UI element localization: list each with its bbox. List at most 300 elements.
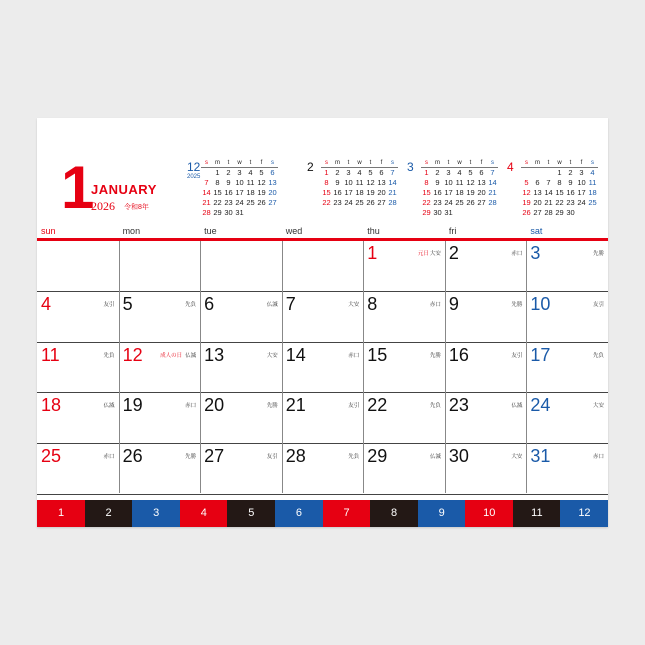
- rokuyo-label: 赤口: [429, 301, 441, 308]
- mini-day: 6: [379, 168, 384, 177]
- day-cell: [200, 343, 282, 394]
- mini-day: 23: [566, 198, 575, 207]
- holiday-label: 成人の日: [160, 352, 183, 359]
- mini-weekday: s: [271, 160, 274, 166]
- mini-day: 12: [522, 188, 531, 197]
- era-label: 令和8年: [124, 204, 149, 211]
- mini-day: 10: [344, 178, 353, 187]
- mini-day: 19: [466, 188, 475, 197]
- month-strip-item-10: 10: [465, 500, 513, 527]
- mini-weekday: f: [380, 160, 383, 166]
- mini-day: 14: [488, 178, 497, 187]
- mini-day: 10: [577, 178, 586, 187]
- rokuyo-label: 先勝: [185, 454, 197, 461]
- grid-row-line: [37, 494, 608, 495]
- day-cell: [363, 393, 445, 444]
- day-number: 1: [367, 243, 378, 263]
- mini-day: 15: [322, 188, 331, 197]
- mini-calendar-grid: [521, 158, 598, 218]
- rokuyo-label: 大安: [592, 403, 604, 410]
- rokuyo-label: 先負: [185, 301, 197, 308]
- day-cell: [363, 343, 445, 394]
- mini-weekday: t: [347, 160, 350, 166]
- grid-row-line: [37, 291, 608, 292]
- mini-day: 7: [546, 178, 551, 187]
- day-cell: [282, 343, 364, 394]
- mini-day: 28: [202, 208, 211, 217]
- mini-day: 25: [588, 198, 597, 207]
- mini-day: [587, 208, 598, 218]
- mini-day: 13: [533, 188, 542, 197]
- day-number: 30: [448, 446, 469, 467]
- mini-day: 2: [568, 168, 573, 177]
- rokuyo-label: 先勝: [592, 251, 604, 257]
- month-name: JANUARY: [91, 182, 157, 197]
- mini-day: 27: [377, 198, 386, 207]
- mini-calendar-grid: [321, 158, 398, 208]
- mini-day: 5: [468, 168, 473, 177]
- day-number: 26: [122, 446, 143, 467]
- mini-day: 1: [324, 168, 329, 177]
- day-cell: [526, 343, 608, 394]
- grid-column-line: [282, 241, 283, 493]
- mini-day: 27: [477, 198, 486, 207]
- mini-day: 25: [455, 198, 464, 207]
- mini-day: 1: [557, 168, 562, 177]
- rokuyo-label: 大安: [266, 352, 278, 359]
- month-strip-item-7: 7: [323, 500, 371, 527]
- day-number: 9: [448, 293, 459, 314]
- mini-day: 8: [557, 178, 562, 187]
- mini-day: 3: [579, 168, 584, 177]
- day-number: 20: [204, 395, 225, 416]
- rokuyo-label: 先負: [103, 352, 115, 359]
- rokuyo-label: 友引: [266, 454, 278, 461]
- mini-day: 3: [237, 168, 242, 177]
- mini-day: 7: [390, 168, 395, 177]
- day-cell: [363, 444, 445, 495]
- mini-day: 13: [377, 178, 386, 187]
- mini-day: 27: [533, 208, 542, 217]
- day-cell: [282, 393, 364, 444]
- mini-day: 27: [268, 198, 277, 207]
- mini-day: 15: [555, 188, 564, 197]
- day-number: 5: [122, 293, 133, 314]
- day-cell: [282, 444, 364, 495]
- month-strip-item-2: 2: [85, 500, 133, 527]
- mini-day: 19: [366, 188, 375, 197]
- mini-calendar-month: 4: [507, 160, 514, 174]
- rokuyo-label: 大安: [429, 251, 441, 257]
- day-number: 14: [285, 344, 306, 365]
- mini-day: 25: [355, 198, 364, 207]
- mini-weekday: s: [591, 160, 594, 166]
- mini-day: 6: [535, 178, 540, 187]
- day-number: 10: [530, 293, 551, 314]
- day-cell: [526, 393, 608, 444]
- mini-day: 20: [477, 188, 486, 197]
- mini-day: [256, 208, 267, 218]
- mini-day: 17: [577, 188, 586, 197]
- rokuyo-label: 仏滅: [185, 352, 197, 359]
- mini-day: 11: [246, 178, 255, 187]
- mini-day: 20: [268, 188, 277, 197]
- mini-weekday: t: [447, 160, 450, 166]
- calendar-sheet: [37, 118, 608, 527]
- mini-day: 26: [522, 208, 531, 217]
- mini-weekday: t: [569, 160, 572, 166]
- mini-day: 12: [257, 178, 266, 187]
- mini-day: 23: [433, 198, 442, 207]
- day-number: 13: [204, 344, 225, 365]
- mini-day: 9: [226, 178, 231, 187]
- day-number: 27: [204, 446, 225, 467]
- mini-weekday: s: [325, 160, 328, 166]
- mini-day: 29: [555, 208, 564, 217]
- mini-day: 8: [215, 178, 220, 187]
- mini-day: 31: [444, 208, 453, 217]
- mini-weekday: s: [391, 160, 394, 166]
- mini-day: [454, 208, 465, 218]
- month-strip-item-3: 3: [132, 500, 180, 527]
- mini-day: 4: [248, 168, 253, 177]
- day-number: 2: [448, 243, 459, 263]
- mini-day: 19: [257, 188, 266, 197]
- mini-weekday: w: [237, 160, 242, 166]
- day-cell: [282, 292, 364, 343]
- mini-day: [543, 168, 554, 178]
- mini-day: 26: [257, 198, 266, 207]
- mini-day: 3: [346, 168, 351, 177]
- rokuyo-label: 先負: [348, 454, 360, 461]
- mini-day: 1: [424, 168, 429, 177]
- day-cell: [445, 444, 527, 495]
- mini-day: 22: [322, 198, 331, 207]
- month-strip-item-12: 12: [560, 500, 608, 527]
- rokuyo-label: 赤口: [348, 352, 360, 359]
- mini-day: 5: [259, 168, 264, 177]
- mini-day: 19: [522, 198, 531, 207]
- mini-day: 2: [335, 168, 340, 177]
- mini-day: 1: [215, 168, 220, 177]
- rokuyo-label: 赤口: [103, 454, 115, 461]
- day-number: 17: [530, 344, 551, 365]
- mini-weekday: s: [205, 160, 208, 166]
- grid-row-line: [37, 443, 608, 444]
- grid-column-line: [526, 241, 527, 493]
- weekday-header-fri: fri: [448, 226, 457, 236]
- mini-day: 22: [422, 198, 431, 207]
- rokuyo-label: 大安: [348, 301, 360, 308]
- day-number: 12: [122, 344, 143, 365]
- day-number: 16: [448, 344, 469, 365]
- mini-day: 14: [388, 178, 397, 187]
- mini-day: 5: [524, 178, 529, 187]
- mini-day: 28: [544, 208, 553, 217]
- weekday-header-sat: sat: [530, 226, 543, 236]
- mini-day: 11: [588, 178, 597, 187]
- rokuyo-label: 大安: [511, 454, 523, 461]
- mini-day: 9: [568, 178, 573, 187]
- day-cell: [119, 444, 201, 495]
- mini-weekday: m: [435, 160, 440, 166]
- mini-day: 4: [590, 168, 595, 177]
- rokuyo-label: 先負: [592, 352, 604, 359]
- mini-weekday: w: [557, 160, 562, 166]
- mini-day: 13: [477, 178, 486, 187]
- month-strip-item-6: 6: [275, 500, 323, 527]
- mini-weekday: f: [580, 160, 583, 166]
- mini-weekday: t: [369, 160, 372, 166]
- mini-day: 6: [479, 168, 484, 177]
- mini-day: 20: [377, 188, 386, 197]
- day-cell: [445, 292, 527, 343]
- rokuyo-label: 友引: [511, 352, 523, 359]
- mini-day: 7: [204, 178, 209, 187]
- mini-day: 24: [344, 198, 353, 207]
- mini-calendar-year: 2025: [187, 174, 201, 180]
- rokuyo-label: 赤口: [511, 251, 523, 257]
- day-cell: [37, 292, 119, 343]
- mini-day: [245, 208, 256, 218]
- day-cell: [37, 393, 119, 444]
- year-label: 2026: [91, 199, 115, 213]
- day-number: 29: [367, 446, 388, 467]
- mini-weekday: f: [260, 160, 263, 166]
- rokuyo-label: 赤口: [592, 454, 604, 461]
- mini-weekday: t: [249, 160, 252, 166]
- day-number: 24: [530, 395, 551, 416]
- grid-row-line: [37, 342, 608, 343]
- rokuyo-label: 仏滅: [511, 403, 523, 410]
- rokuyo-label: 先勝: [511, 301, 523, 308]
- mini-weekday: t: [227, 160, 230, 166]
- mini-day: 23: [333, 198, 342, 207]
- mini-day: 15: [213, 188, 222, 197]
- mini-calendar-grid: [201, 158, 278, 218]
- day-cell: [526, 292, 608, 343]
- mini-day: 8: [424, 178, 429, 187]
- mini-day: 2: [226, 168, 231, 177]
- mini-day: [532, 168, 543, 178]
- mini-calendar-month: 3: [407, 160, 414, 174]
- day-cell: [200, 393, 282, 444]
- mini-day: 21: [488, 188, 497, 197]
- mini-day: [521, 168, 532, 178]
- mini-day: 11: [355, 178, 364, 187]
- month-grid: [37, 241, 608, 495]
- grid-row-line: [37, 392, 608, 393]
- mini-day: 30: [224, 208, 233, 217]
- rokuyo-label: 赤口: [185, 403, 197, 410]
- mini-calendar-grid: [421, 158, 498, 218]
- mini-day: 7: [490, 168, 495, 177]
- rokuyo-label: 友引: [592, 301, 604, 308]
- mini-day: 10: [444, 178, 453, 187]
- rokuyo-label: 仏滅: [103, 403, 115, 410]
- mini-day: 6: [270, 168, 275, 177]
- mini-day: 17: [235, 188, 244, 197]
- mini-day: 24: [235, 198, 244, 207]
- grid-column-line: [445, 241, 446, 493]
- mini-day: 18: [246, 188, 255, 197]
- day-number: 11: [41, 344, 60, 365]
- mini-day: 17: [344, 188, 353, 197]
- rokuyo-label: 仏滅: [429, 454, 441, 461]
- day-number: 15: [367, 344, 388, 365]
- grid-column-line: [200, 241, 201, 493]
- day-cell: [200, 292, 282, 343]
- mini-day: 16: [433, 188, 442, 197]
- day-number: 23: [448, 395, 469, 416]
- mini-weekday: w: [357, 160, 362, 166]
- mini-day: 28: [388, 198, 397, 207]
- mini-day: 12: [366, 178, 375, 187]
- mini-day: 20: [533, 198, 542, 207]
- weekday-header-mon: mon: [122, 226, 141, 236]
- mini-day: 26: [366, 198, 375, 207]
- mini-day: 14: [202, 188, 211, 197]
- day-number: 18: [41, 395, 62, 416]
- day-cell: [119, 393, 201, 444]
- day-number: 21: [285, 395, 306, 416]
- weekday-header-wed: wed: [285, 226, 303, 236]
- weekday-header-sun: sun: [41, 226, 56, 236]
- day-number: 7: [285, 293, 296, 314]
- month-strip-item-8: 8: [370, 500, 418, 527]
- month-strip-item-1: 1: [37, 500, 85, 527]
- mini-weekday: w: [457, 160, 462, 166]
- mini-day: 9: [435, 178, 440, 187]
- weekday-header-tue: tue: [204, 226, 217, 236]
- mini-day: 22: [213, 198, 222, 207]
- rokuyo-label: 先勝: [266, 403, 278, 410]
- mini-calendar-month: 2: [307, 160, 314, 174]
- mini-day: 21: [544, 198, 553, 207]
- day-cell: [119, 343, 201, 394]
- month-strip-item-11: 11: [513, 500, 561, 527]
- month-number: 1: [61, 154, 95, 221]
- mini-day: 21: [202, 198, 211, 207]
- mini-day: 23: [224, 198, 233, 207]
- day-number: 22: [367, 395, 388, 416]
- mini-day: 17: [444, 188, 453, 197]
- day-number: 8: [367, 293, 378, 314]
- mini-day: 4: [457, 168, 462, 177]
- mini-day: 29: [213, 208, 222, 217]
- mini-weekday: s: [491, 160, 494, 166]
- day-number: 19: [122, 395, 143, 416]
- mini-day: 12: [466, 178, 475, 187]
- mini-weekday: m: [335, 160, 340, 166]
- mini-day: 22: [555, 198, 564, 207]
- mini-day: 16: [333, 188, 342, 197]
- mini-weekday: f: [480, 160, 483, 166]
- mini-weekday: t: [547, 160, 550, 166]
- day-number: 31: [530, 446, 551, 467]
- mini-day: 4: [357, 168, 362, 177]
- mini-day: 25: [246, 198, 255, 207]
- holiday-label: 元日: [417, 251, 429, 257]
- mini-day: 5: [368, 168, 373, 177]
- mini-calendar-month: 12: [187, 160, 201, 174]
- day-cell: [445, 241, 527, 292]
- day-cell: [526, 444, 608, 495]
- day-cell: [119, 292, 201, 343]
- day-number: 3: [530, 243, 541, 263]
- day-cell: [37, 444, 119, 495]
- day-cell: [445, 343, 527, 394]
- mini-day: 29: [422, 208, 431, 217]
- month-strip-item-9: 9: [418, 500, 466, 527]
- mini-day: [487, 208, 498, 218]
- day-number: 4: [41, 293, 52, 314]
- mini-day: [267, 208, 278, 218]
- mini-day: 18: [588, 188, 597, 197]
- day-cell: [445, 393, 527, 444]
- mini-day: 24: [577, 198, 586, 207]
- mini-day: 13: [268, 178, 277, 187]
- mini-day: 16: [566, 188, 575, 197]
- day-cell: [37, 343, 119, 394]
- mini-weekday: t: [469, 160, 472, 166]
- rokuyo-label: 友引: [348, 403, 360, 410]
- mini-day: 3: [446, 168, 451, 177]
- day-cell: [526, 241, 608, 292]
- mini-weekday: m: [215, 160, 220, 166]
- month-strip-item-4: 4: [180, 500, 228, 527]
- month-strip-item-5: 5: [227, 500, 275, 527]
- mini-day: 24: [444, 198, 453, 207]
- grid-column-line: [363, 241, 364, 493]
- day-number: 25: [41, 446, 62, 467]
- day-cell: [363, 241, 445, 292]
- mini-weekday: m: [535, 160, 540, 166]
- mini-day: 15: [422, 188, 431, 197]
- day-number: 28: [285, 446, 306, 467]
- mini-day: 26: [466, 198, 475, 207]
- mini-day: 2: [435, 168, 440, 177]
- mini-day: 31: [235, 208, 244, 217]
- mini-day: 21: [388, 188, 397, 197]
- mini-day: 8: [324, 178, 329, 187]
- mini-day: 18: [355, 188, 364, 197]
- mini-day: 10: [235, 178, 244, 187]
- grid-column-line: [119, 241, 120, 493]
- mini-day: [465, 208, 476, 218]
- rokuyo-label: 仏滅: [266, 301, 278, 308]
- mini-day: 30: [566, 208, 575, 217]
- rokuyo-label: 先負: [429, 403, 441, 410]
- rokuyo-label: 友引: [103, 301, 115, 308]
- mini-day: [201, 168, 212, 178]
- day-cell: [363, 292, 445, 343]
- mini-weekday: s: [525, 160, 528, 166]
- day-number: 6: [204, 293, 215, 314]
- mini-day: 28: [488, 198, 497, 207]
- mini-day: 18: [455, 188, 464, 197]
- mini-day: 30: [433, 208, 442, 217]
- mini-day: 11: [455, 178, 464, 187]
- mini-day: [476, 208, 487, 218]
- day-cell: [200, 444, 282, 495]
- mini-day: [576, 208, 587, 218]
- weekday-header-thu: thu: [367, 226, 380, 236]
- mini-weekday: s: [425, 160, 428, 166]
- mini-day: 16: [224, 188, 233, 197]
- mini-day: 14: [544, 188, 553, 197]
- rokuyo-label: 先勝: [429, 352, 441, 359]
